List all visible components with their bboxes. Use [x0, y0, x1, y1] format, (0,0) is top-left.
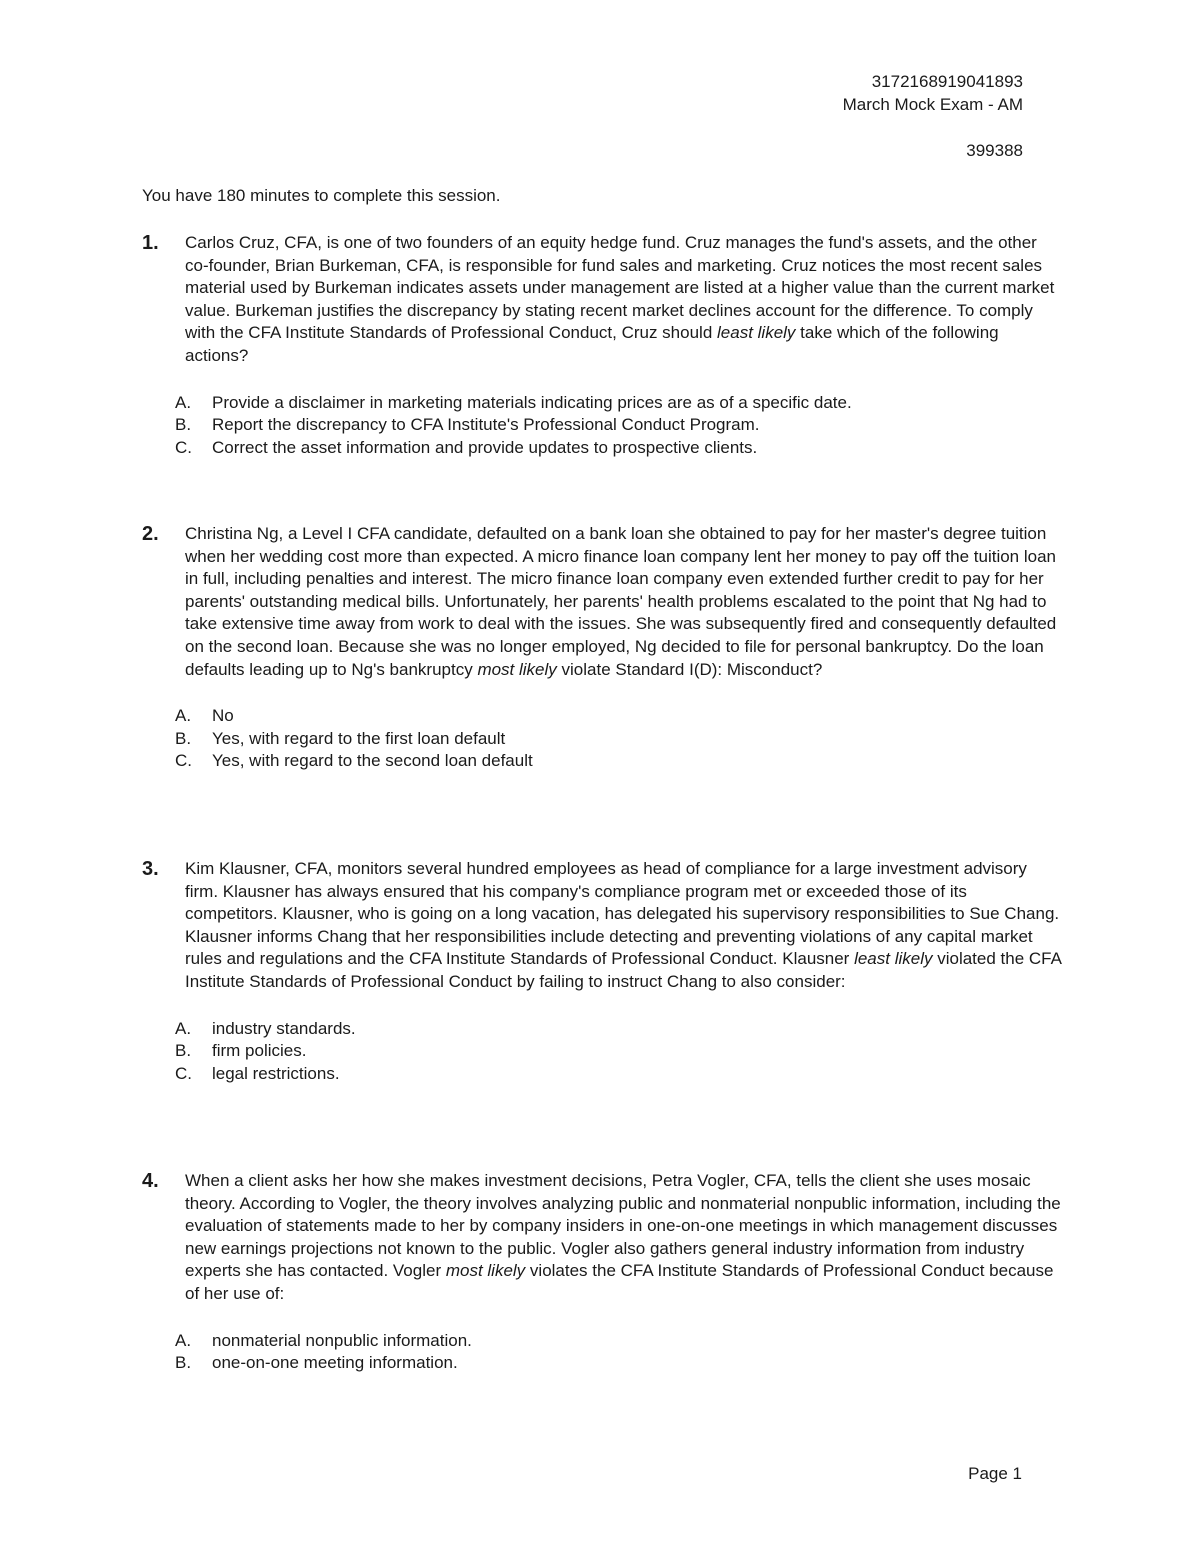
option-text: legal restrictions. — [212, 1063, 340, 1083]
stem-text: take which of the following actions? — [185, 323, 999, 365]
option-letter: B. — [175, 728, 192, 748]
stem-text: violate Standard I(D): Misconduct? — [556, 659, 823, 679]
question-number: 4. — [142, 1170, 159, 1192]
answer-option-b[interactable] — [175, 414, 1062, 437]
option-letter: A. — [175, 706, 192, 726]
answer-options — [175, 392, 1062, 460]
stem-emphasis: least likely — [854, 949, 933, 969]
question-4 — [142, 1170, 1062, 1375]
option-text: industry standards. — [212, 1018, 356, 1038]
stem-text: Kim Klausner, CFA, monitors several hundred employees as head of compliance for a large investment advisory firm. Klausner has always ensured that his company's compliance program met or exceeded those of its competitors. Klausner, who is going on a long vacation, has delegated his supervisory responsibilities to Sue Chang. Klausner informs Chang that her responsibilities include detecting and preventing violations of any capital market rules and regulations and the CFA Institute Standards of Professional Conduct. Klausner — [185, 859, 1060, 969]
option-letter: B. — [175, 1353, 192, 1373]
option-text: Yes, with regard to the first loan default — [212, 728, 506, 748]
option-text: Report the discrepancy to CFA Institute's Professional Conduct Program. — [212, 415, 760, 435]
question-2 — [142, 523, 1062, 773]
option-text: one-on-one meeting information. — [212, 1353, 458, 1373]
document-header — [843, 70, 1023, 162]
question-stem — [185, 232, 1062, 368]
stem-emphasis: least likely — [717, 323, 796, 343]
option-letter: A. — [175, 1018, 192, 1038]
option-text: Correct the asset information and provide updates to prospective clients. — [212, 437, 758, 457]
question-number: 1. — [142, 232, 159, 254]
option-letter: B. — [175, 415, 192, 435]
answer-option-a[interactable] — [175, 392, 1062, 415]
stem-text: When a client asks her how she makes investment decisions, Petra Vogler, CFA, tells the client she uses mosaic theory. According to Vogler, the theory involves analyzing public and nonmaterial nonpublic information, including the evaluation of statements made to her by company insiders in one-on-one meetings in which management discusses new earnings projections not known to the public. Vogler also gathers general industry information from industry experts she has contacted. Vogler — [185, 1171, 1061, 1281]
stem-text: violated the CFA Institute Standards of Professional Conduct by failing to instruct Chang to also consider: — [185, 949, 1062, 991]
answer-option-c[interactable] — [175, 750, 1062, 773]
stem-emphasis: most likely — [477, 659, 557, 679]
answer-option-c[interactable] — [175, 437, 1062, 460]
exam-title: March Mock Exam - AM — [842, 95, 1023, 114]
document-id: 3172168919041893 — [871, 72, 1023, 91]
option-text: Provide a disclaimer in marketing materials indicating prices are as of a specific date. — [212, 392, 852, 412]
question-1 — [142, 232, 1062, 459]
question-number: 2. — [142, 523, 159, 545]
exam-code: 399388 — [966, 141, 1023, 160]
stem-emphasis: most likely — [445, 1261, 526, 1281]
answer-option-a[interactable] — [175, 705, 1062, 728]
option-text: No — [212, 706, 234, 726]
option-letter: A. — [175, 1330, 192, 1350]
question-3 — [142, 858, 1062, 1085]
question-number: 3. — [142, 858, 159, 880]
header-spacer — [843, 116, 1023, 139]
option-text: nonmaterial nonpublic information. — [212, 1330, 472, 1350]
option-text: firm policies. — [212, 1041, 307, 1061]
answer-option-a[interactable] — [175, 1330, 1062, 1353]
session-instructions: You have 180 minutes to complete this session. — [142, 186, 501, 205]
answer-option-b[interactable] — [175, 728, 1062, 751]
option-text: Yes, with regard to the second loan default — [212, 751, 533, 771]
option-letter: B. — [175, 1041, 192, 1061]
answer-options — [175, 1330, 1062, 1375]
answer-option-b[interactable] — [175, 1352, 1062, 1375]
answer-option-a[interactable] — [175, 1018, 1062, 1041]
option-letter: C. — [175, 437, 192, 457]
option-letter: C. — [175, 1063, 192, 1083]
option-letter: A. — [175, 392, 192, 412]
stem-text: Christina Ng, a Level I CFA candidate, defaulted on a bank loan she obtained to pay for her master's degree tuition when her wedding cost more than expected. A micro finance loan company lent her money to pay off the tuition loan in full, including penalties and interest. The micro finance loan company even extended further credit to pay for her parents' outstanding medical bills. Unfortunately, her parents' health problems escalated to the point that Ng had to take extensive time away from work to deal with the issues. She was subsequently fired and consequently defaulted on the second loan. Because she was no longer employed, Ng decided to file for personal bankruptcy. Do the loan defaults leading up to Ng's bankruptcy — [185, 524, 1057, 679]
stem-text: Carlos Cruz, CFA, is one of two founders of an equity hedge fund. Cruz manages the fund's assets, and the other co-founder, Brian Burkeman, CFA, is responsible for fund sales and marketing. Cruz notices the most recent sales material used by Burkeman indicates assets under management are listed at a higher value than the current market value. Burkeman justifies the discrepancy by stating recent market declines account for the difference. To comply with the CFA Institute Standards of Professional Conduct, Cruz should — [185, 233, 1055, 343]
option-letter: C. — [175, 751, 192, 771]
question-stem — [185, 858, 1062, 994]
answer-options — [175, 1018, 1062, 1086]
page-number: Page 1 — [968, 1464, 1022, 1483]
answer-option-b[interactable] — [175, 1040, 1062, 1063]
answer-options — [175, 705, 1062, 773]
question-stem — [185, 523, 1062, 681]
stem-text: violates the CFA Institute Standards of Professional Conduct because of her use of: — [185, 1261, 1054, 1303]
question-stem — [185, 1170, 1062, 1306]
answer-option-c[interactable] — [175, 1063, 1062, 1086]
